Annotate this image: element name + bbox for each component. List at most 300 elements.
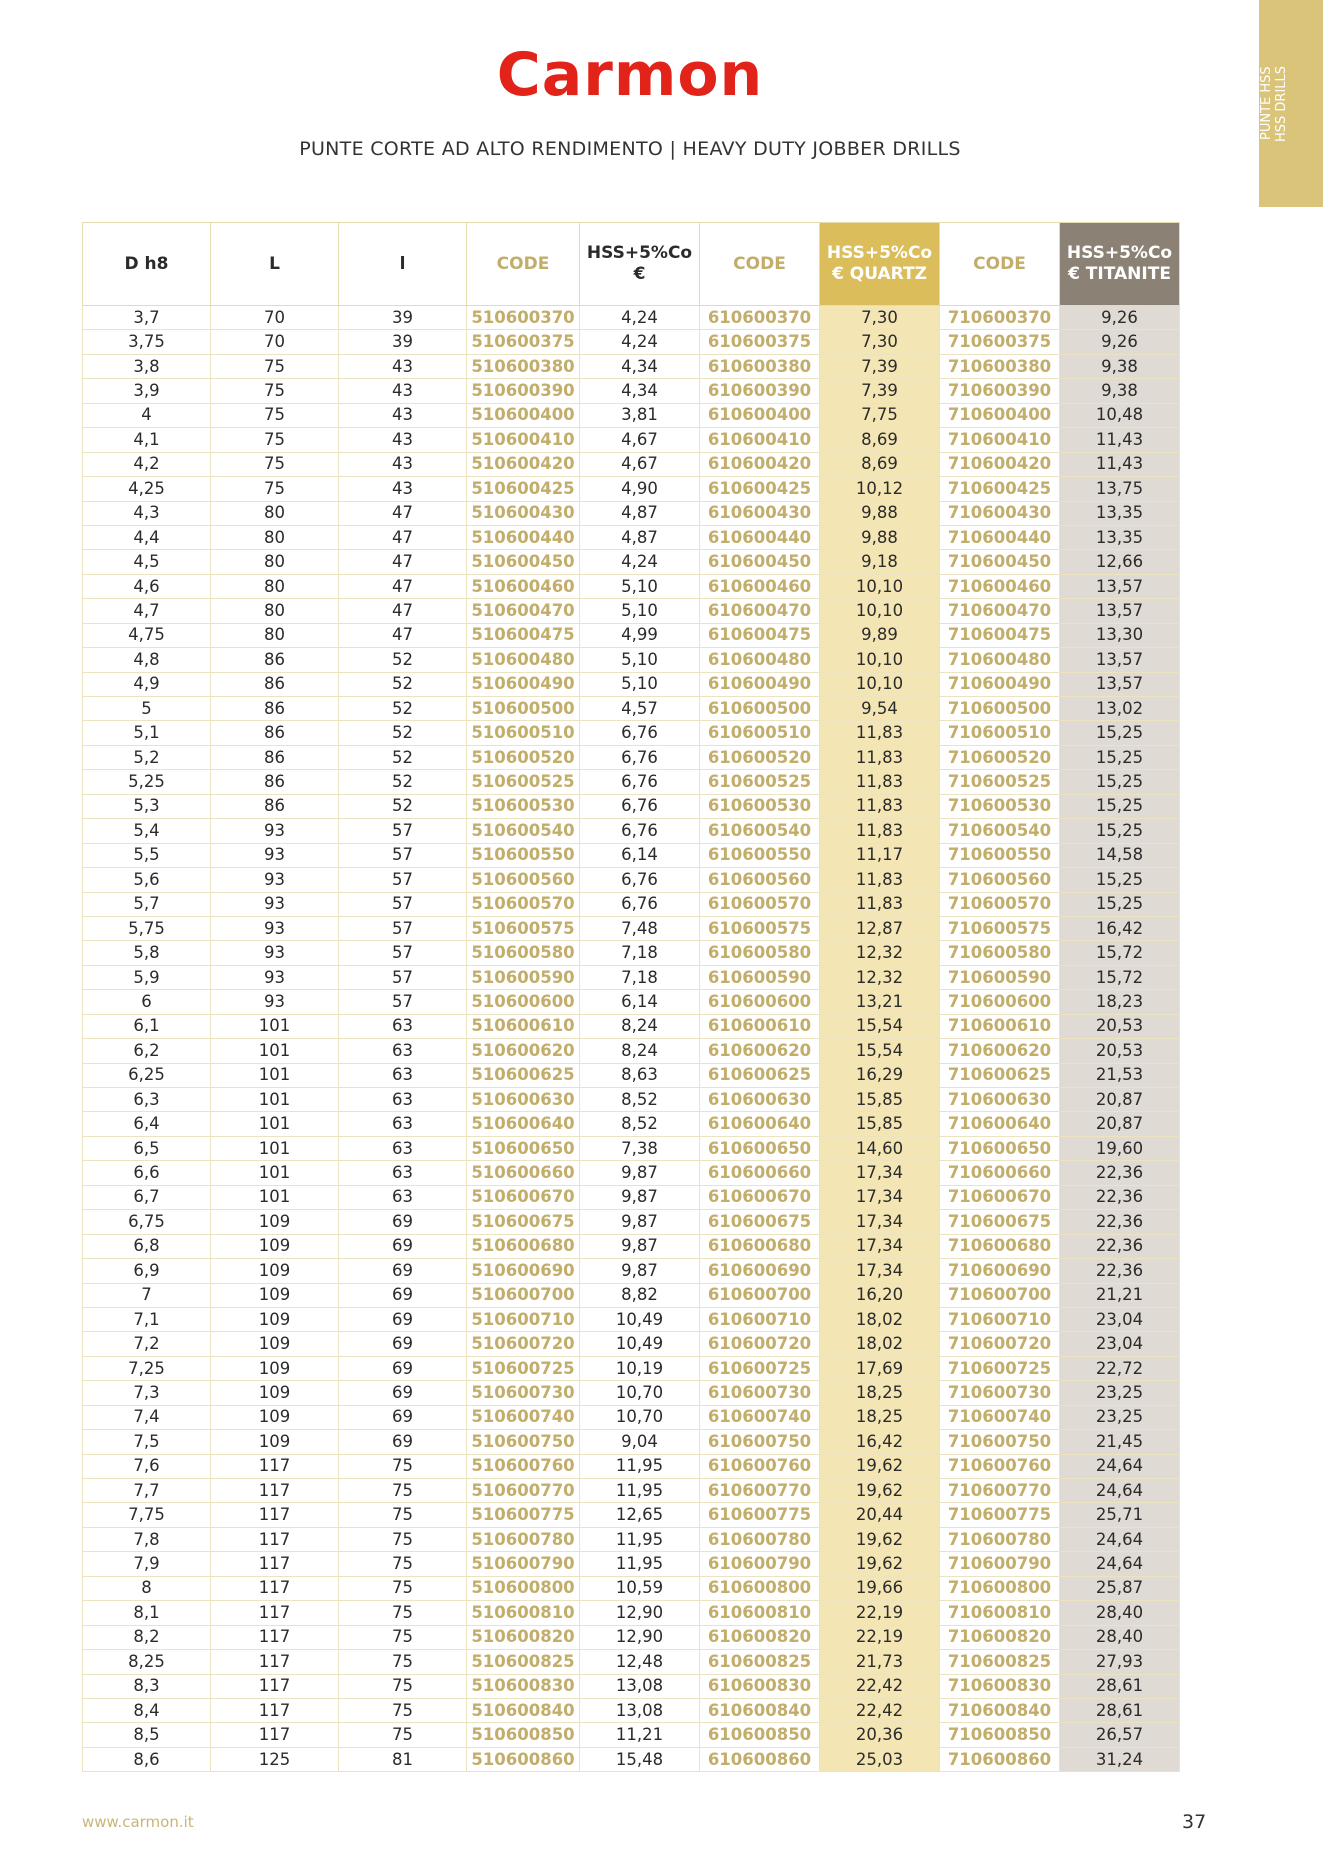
cell-total-length: 86	[211, 745, 339, 769]
cell-price-quartz: 10,10	[820, 574, 940, 598]
cell-price-hss: 4,90	[580, 477, 700, 501]
cell-price-titanite: 20,53	[1060, 1014, 1180, 1038]
cell-diameter: 6,8	[83, 1234, 211, 1258]
cell-price-hss: 5,10	[580, 599, 700, 623]
cell-total-length: 117	[211, 1454, 339, 1478]
cell-total-length: 101	[211, 1136, 339, 1160]
cell-diameter: 6,25	[83, 1063, 211, 1087]
cell-price-titanite: 13,02	[1060, 697, 1180, 721]
cell-code-quartz: 610600775	[700, 1503, 820, 1527]
cell-flute-length: 69	[339, 1332, 467, 1356]
cell-price-titanite: 22,36	[1060, 1210, 1180, 1234]
table-row	[83, 1601, 1180, 1625]
drill-price-table-container	[82, 222, 1179, 1772]
cell-price-hss: 3,81	[580, 403, 700, 427]
cell-price-quartz: 17,34	[820, 1234, 940, 1258]
cell-total-length: 75	[211, 354, 339, 378]
cell-total-length: 117	[211, 1479, 339, 1503]
table-row	[83, 648, 1180, 672]
cell-flute-length: 47	[339, 599, 467, 623]
cell-code-hss: 510600775	[467, 1503, 580, 1527]
cell-total-length: 93	[211, 916, 339, 940]
cell-code-hss: 510600860	[467, 1747, 580, 1771]
cell-price-hss: 11,95	[580, 1552, 700, 1576]
cell-code-quartz: 610600460	[700, 574, 820, 598]
cell-price-titanite: 22,36	[1060, 1259, 1180, 1283]
cell-code-hss: 510600650	[467, 1136, 580, 1160]
cell-code-titanite: 710600475	[940, 623, 1060, 647]
table-row	[83, 1698, 1180, 1722]
cell-code-titanite: 710600650	[940, 1136, 1060, 1160]
cell-code-quartz: 610600750	[700, 1430, 820, 1454]
table-row	[83, 1747, 1180, 1771]
cell-code-titanite: 710600400	[940, 403, 1060, 427]
cell-flute-length: 63	[339, 1185, 467, 1209]
cell-code-quartz: 610600440	[700, 525, 820, 549]
cell-price-quartz: 7,39	[820, 379, 940, 403]
cell-price-hss: 10,49	[580, 1332, 700, 1356]
cell-code-titanite: 710600570	[940, 892, 1060, 916]
cell-code-hss: 510600500	[467, 697, 580, 721]
cell-price-hss: 9,04	[580, 1430, 700, 1454]
cell-total-length: 80	[211, 525, 339, 549]
drill-price-table	[82, 222, 1180, 1772]
cell-total-length: 93	[211, 868, 339, 892]
cell-price-quartz: 9,54	[820, 697, 940, 721]
cell-diameter: 3,7	[83, 306, 211, 330]
cell-code-quartz: 610600830	[700, 1674, 820, 1698]
cell-price-hss: 7,38	[580, 1136, 700, 1160]
cell-code-titanite: 710600580	[940, 941, 1060, 965]
table-row	[83, 1307, 1180, 1331]
cell-code-titanite: 710600380	[940, 354, 1060, 378]
cell-diameter: 5,6	[83, 868, 211, 892]
table-row	[83, 1527, 1180, 1551]
cell-code-hss: 510600640	[467, 1112, 580, 1136]
cell-diameter: 5,25	[83, 770, 211, 794]
table-row	[83, 941, 1180, 965]
cell-flute-length: 75	[339, 1454, 467, 1478]
cell-code-quartz: 610600710	[700, 1307, 820, 1331]
cell-code-quartz: 610600525	[700, 770, 820, 794]
cell-price-titanite: 13,57	[1060, 648, 1180, 672]
cell-diameter: 4,5	[83, 550, 211, 574]
table-row	[83, 452, 1180, 476]
cell-code-titanite: 710600375	[940, 330, 1060, 354]
cell-flute-length: 69	[339, 1405, 467, 1429]
cell-flute-length: 52	[339, 721, 467, 745]
cell-code-hss: 510600625	[467, 1063, 580, 1087]
cell-code-quartz: 610600590	[700, 965, 820, 989]
cell-code-titanite: 710600540	[940, 819, 1060, 843]
cell-price-hss: 8,52	[580, 1088, 700, 1112]
cell-flute-length: 75	[339, 1698, 467, 1722]
table-row	[83, 403, 1180, 427]
cell-code-titanite: 710600390	[940, 379, 1060, 403]
cell-price-hss: 11,21	[580, 1723, 700, 1747]
cell-price-hss: 13,08	[580, 1698, 700, 1722]
cell-price-titanite: 22,72	[1060, 1356, 1180, 1380]
table-row	[83, 1430, 1180, 1454]
cell-diameter: 4,4	[83, 525, 211, 549]
cell-price-quartz: 7,75	[820, 403, 940, 427]
cell-price-quartz: 15,85	[820, 1088, 940, 1112]
cell-price-titanite: 21,21	[1060, 1283, 1180, 1307]
cell-price-quartz: 10,10	[820, 672, 940, 696]
brand-logo: Carmon	[496, 40, 764, 110]
cell-diameter: 8,25	[83, 1650, 211, 1674]
cell-code-titanite: 710600420	[940, 452, 1060, 476]
cell-price-titanite: 28,61	[1060, 1698, 1180, 1722]
cell-diameter: 7,9	[83, 1552, 211, 1576]
cell-total-length: 109	[211, 1259, 339, 1283]
cell-code-quartz: 610600450	[700, 550, 820, 574]
cell-price-hss: 4,34	[580, 354, 700, 378]
cell-price-hss: 4,99	[580, 623, 700, 647]
cell-price-hss: 6,76	[580, 745, 700, 769]
cell-price-quartz: 14,60	[820, 1136, 940, 1160]
cell-code-titanite: 710600710	[940, 1307, 1060, 1331]
table-row	[83, 428, 1180, 452]
cell-price-hss: 4,87	[580, 501, 700, 525]
table-row	[83, 868, 1180, 892]
cell-code-hss: 510600475	[467, 623, 580, 647]
cell-code-hss: 510600530	[467, 794, 580, 818]
cell-code-titanite: 710600490	[940, 672, 1060, 696]
cell-code-quartz: 610600570	[700, 892, 820, 916]
cell-code-quartz: 610600680	[700, 1234, 820, 1258]
cell-code-quartz: 610600580	[700, 941, 820, 965]
cell-total-length: 101	[211, 1161, 339, 1185]
header-flute-length: l	[339, 223, 467, 306]
cell-code-quartz: 610600690	[700, 1259, 820, 1283]
cell-price-quartz: 19,62	[820, 1527, 940, 1551]
cell-code-hss: 510600570	[467, 892, 580, 916]
cell-price-quartz: 12,32	[820, 941, 940, 965]
cell-price-quartz: 18,25	[820, 1381, 940, 1405]
cell-diameter: 4,7	[83, 599, 211, 623]
cell-price-titanite: 23,25	[1060, 1405, 1180, 1429]
table-row	[83, 672, 1180, 696]
cell-flute-length: 57	[339, 892, 467, 916]
cell-code-titanite: 710600500	[940, 697, 1060, 721]
cell-code-titanite: 710600775	[940, 1503, 1060, 1527]
cell-price-titanite: 14,58	[1060, 843, 1180, 867]
cell-flute-length: 52	[339, 672, 467, 696]
cell-price-titanite: 13,35	[1060, 501, 1180, 525]
cell-code-quartz: 610600540	[700, 819, 820, 843]
cell-price-titanite: 19,60	[1060, 1136, 1180, 1160]
cell-diameter: 6,4	[83, 1112, 211, 1136]
cell-code-titanite: 710600550	[940, 843, 1060, 867]
cell-flute-length: 57	[339, 916, 467, 940]
footer-website-link[interactable]: www.carmon.it	[82, 1813, 194, 1831]
cell-flute-length: 75	[339, 1723, 467, 1747]
cell-flute-length: 47	[339, 574, 467, 598]
cell-flute-length: 69	[339, 1283, 467, 1307]
cell-code-quartz: 610600480	[700, 648, 820, 672]
cell-price-hss: 5,10	[580, 672, 700, 696]
cell-price-hss: 6,76	[580, 794, 700, 818]
cell-flute-length: 43	[339, 403, 467, 427]
table-row	[83, 1552, 1180, 1576]
table-row	[83, 1088, 1180, 1112]
cell-code-quartz: 610600475	[700, 623, 820, 647]
cell-code-hss: 510600720	[467, 1332, 580, 1356]
cell-code-titanite: 710600825	[940, 1650, 1060, 1674]
cell-price-titanite: 20,87	[1060, 1112, 1180, 1136]
cell-price-quartz: 17,34	[820, 1210, 940, 1234]
cell-total-length: 93	[211, 941, 339, 965]
cell-code-hss: 510600740	[467, 1405, 580, 1429]
cell-price-quartz: 22,19	[820, 1601, 940, 1625]
cell-total-length: 101	[211, 1112, 339, 1136]
cell-diameter: 6,7	[83, 1185, 211, 1209]
table-row	[83, 819, 1180, 843]
cell-price-quartz: 17,34	[820, 1259, 940, 1283]
side-tab-line-2: HSS DRILLS	[1274, 65, 1289, 142]
cell-code-titanite: 710600790	[940, 1552, 1060, 1576]
cell-code-quartz: 610600470	[700, 599, 820, 623]
cell-total-length: 117	[211, 1601, 339, 1625]
cell-price-hss: 8,82	[580, 1283, 700, 1307]
cell-total-length: 80	[211, 623, 339, 647]
cell-code-titanite: 710600770	[940, 1479, 1060, 1503]
cell-code-quartz: 610600840	[700, 1698, 820, 1722]
cell-total-length: 86	[211, 770, 339, 794]
cell-flute-length: 69	[339, 1234, 467, 1258]
cell-code-hss: 510600750	[467, 1430, 580, 1454]
cell-total-length: 117	[211, 1552, 339, 1576]
cell-price-quartz: 9,18	[820, 550, 940, 574]
cell-total-length: 117	[211, 1625, 339, 1649]
cell-code-hss: 510600375	[467, 330, 580, 354]
table-row	[83, 1454, 1180, 1478]
cell-code-titanite: 710600720	[940, 1332, 1060, 1356]
cell-flute-length: 57	[339, 990, 467, 1014]
cell-code-hss: 510600550	[467, 843, 580, 867]
table-row	[83, 1625, 1180, 1649]
cell-flute-length: 63	[339, 1088, 467, 1112]
cell-flute-length: 47	[339, 501, 467, 525]
cell-diameter: 6,3	[83, 1088, 211, 1112]
cell-total-length: 93	[211, 965, 339, 989]
cell-price-quartz: 17,69	[820, 1356, 940, 1380]
cell-code-titanite: 710600800	[940, 1576, 1060, 1600]
table-row	[83, 916, 1180, 940]
cell-code-titanite: 710600590	[940, 965, 1060, 989]
cell-code-quartz: 610600520	[700, 745, 820, 769]
table-row	[83, 1063, 1180, 1087]
cell-diameter: 8,5	[83, 1723, 211, 1747]
table-row	[83, 379, 1180, 403]
cell-code-titanite: 710600425	[940, 477, 1060, 501]
cell-code-hss: 510600490	[467, 672, 580, 696]
cell-flute-length: 43	[339, 452, 467, 476]
cell-price-hss: 9,87	[580, 1210, 700, 1234]
cell-price-hss: 10,19	[580, 1356, 700, 1380]
cell-code-titanite: 710600840	[940, 1698, 1060, 1722]
cell-price-titanite: 15,25	[1060, 819, 1180, 843]
table-row	[83, 599, 1180, 623]
cell-price-hss: 7,18	[580, 965, 700, 989]
cell-price-quartz: 11,83	[820, 721, 940, 745]
cell-price-titanite: 23,25	[1060, 1381, 1180, 1405]
cell-flute-length: 69	[339, 1210, 467, 1234]
table-row	[83, 794, 1180, 818]
cell-code-titanite: 710600470	[940, 599, 1060, 623]
cell-flute-length: 69	[339, 1356, 467, 1380]
cell-code-quartz: 610600500	[700, 697, 820, 721]
cell-price-titanite: 13,57	[1060, 574, 1180, 598]
cell-price-titanite: 15,25	[1060, 868, 1180, 892]
cell-price-quartz: 16,42	[820, 1430, 940, 1454]
cell-price-hss: 6,14	[580, 843, 700, 867]
cell-flute-length: 43	[339, 428, 467, 452]
cell-total-length: 117	[211, 1503, 339, 1527]
cell-code-titanite: 710600640	[940, 1112, 1060, 1136]
cell-price-titanite: 24,64	[1060, 1527, 1180, 1551]
cell-flute-length: 57	[339, 941, 467, 965]
cell-diameter: 5,5	[83, 843, 211, 867]
cell-price-titanite: 15,25	[1060, 794, 1180, 818]
cell-diameter: 8	[83, 1576, 211, 1600]
cell-price-quartz: 8,69	[820, 428, 940, 452]
cell-total-length: 109	[211, 1283, 339, 1307]
cell-code-hss: 510600390	[467, 379, 580, 403]
cell-code-quartz: 610600625	[700, 1063, 820, 1087]
cell-code-hss: 510600480	[467, 648, 580, 672]
cell-code-titanite: 710600440	[940, 525, 1060, 549]
cell-total-length: 93	[211, 892, 339, 916]
cell-price-quartz: 18,25	[820, 1405, 940, 1429]
table-row	[83, 1259, 1180, 1283]
cell-code-hss: 510600710	[467, 1307, 580, 1331]
cell-flute-length: 75	[339, 1601, 467, 1625]
cell-total-length: 75	[211, 379, 339, 403]
cell-code-hss: 510600470	[467, 599, 580, 623]
cell-price-quartz: 15,54	[820, 1039, 940, 1063]
cell-price-quartz: 16,29	[820, 1063, 940, 1087]
cell-code-hss: 510600540	[467, 819, 580, 843]
cell-price-hss: 12,65	[580, 1503, 700, 1527]
cell-price-hss: 4,57	[580, 697, 700, 721]
table-row	[83, 1136, 1180, 1160]
table-row	[83, 477, 1180, 501]
cell-price-titanite: 31,24	[1060, 1747, 1180, 1771]
table-row	[83, 1234, 1180, 1258]
cell-price-quartz: 7,30	[820, 330, 940, 354]
cell-code-titanite: 710600700	[940, 1283, 1060, 1307]
cell-flute-length: 57	[339, 868, 467, 892]
cell-code-quartz: 610600575	[700, 916, 820, 940]
cell-diameter: 5,7	[83, 892, 211, 916]
cell-price-hss: 6,76	[580, 770, 700, 794]
cell-price-quartz: 11,83	[820, 892, 940, 916]
cell-flute-length: 75	[339, 1650, 467, 1674]
table-row	[83, 1405, 1180, 1429]
cell-code-hss: 510600810	[467, 1601, 580, 1625]
cell-price-quartz: 11,83	[820, 745, 940, 769]
cell-code-hss: 510600670	[467, 1185, 580, 1209]
cell-price-titanite: 12,66	[1060, 550, 1180, 574]
cell-price-titanite: 25,87	[1060, 1576, 1180, 1600]
cell-price-quartz: 19,62	[820, 1454, 940, 1478]
cell-flute-length: 63	[339, 1014, 467, 1038]
cell-code-titanite: 710600560	[940, 868, 1060, 892]
page-subtitle: PUNTE CORTE AD ALTO RENDIMENTO | HEAVY DUTY JOBBER DRILLS	[299, 138, 961, 160]
cell-price-hss: 6,14	[580, 990, 700, 1014]
cell-diameter: 8,3	[83, 1674, 211, 1698]
cell-diameter: 6,5	[83, 1136, 211, 1160]
cell-price-hss: 8,24	[580, 1014, 700, 1038]
cell-price-titanite: 13,75	[1060, 477, 1180, 501]
cell-diameter: 5,75	[83, 916, 211, 940]
cell-price-quartz: 22,19	[820, 1625, 940, 1649]
cell-price-hss: 13,08	[580, 1674, 700, 1698]
table-row	[83, 623, 1180, 647]
cell-price-titanite: 28,40	[1060, 1601, 1180, 1625]
cell-code-titanite: 710600820	[940, 1625, 1060, 1649]
cell-total-length: 109	[211, 1381, 339, 1405]
cell-diameter: 6,2	[83, 1039, 211, 1063]
cell-code-quartz: 610600740	[700, 1405, 820, 1429]
table-row	[83, 1210, 1180, 1234]
cell-code-quartz: 610600630	[700, 1088, 820, 1112]
cell-code-quartz: 610600610	[700, 1014, 820, 1038]
cell-code-hss: 510600370	[467, 306, 580, 330]
table-row	[83, 1185, 1180, 1209]
table-row	[83, 1723, 1180, 1747]
cell-price-quartz: 15,54	[820, 1014, 940, 1038]
cell-total-length: 125	[211, 1747, 339, 1771]
cell-code-hss: 510600730	[467, 1381, 580, 1405]
cell-price-quartz: 11,17	[820, 843, 940, 867]
cell-code-quartz: 610600620	[700, 1039, 820, 1063]
cell-code-hss: 510600450	[467, 550, 580, 574]
cell-diameter: 7	[83, 1283, 211, 1307]
cell-code-quartz: 610600720	[700, 1332, 820, 1356]
cell-total-length: 117	[211, 1698, 339, 1722]
cell-price-hss: 4,87	[580, 525, 700, 549]
cell-flute-length: 57	[339, 965, 467, 989]
cell-code-quartz: 610600800	[700, 1576, 820, 1600]
cell-total-length: 117	[211, 1576, 339, 1600]
cell-code-quartz: 610600725	[700, 1356, 820, 1380]
cell-code-quartz: 610600490	[700, 672, 820, 696]
cell-code-quartz: 610600510	[700, 721, 820, 745]
cell-code-hss: 510600430	[467, 501, 580, 525]
cell-code-quartz: 610600760	[700, 1454, 820, 1478]
cell-code-hss: 510600820	[467, 1625, 580, 1649]
cell-code-titanite: 710600810	[940, 1601, 1060, 1625]
table-row	[83, 1381, 1180, 1405]
cell-code-titanite: 710600750	[940, 1430, 1060, 1454]
cell-diameter: 5,9	[83, 965, 211, 989]
cell-code-quartz: 610600370	[700, 306, 820, 330]
cell-price-quartz: 17,34	[820, 1185, 940, 1209]
cell-code-titanite: 710600525	[940, 770, 1060, 794]
cell-code-hss: 510600420	[467, 452, 580, 476]
header-diameter: D h8	[83, 223, 211, 306]
header-code-hss: CODE	[467, 223, 580, 306]
cell-diameter: 4,75	[83, 623, 211, 647]
cell-price-titanite: 28,40	[1060, 1625, 1180, 1649]
cell-diameter: 7,7	[83, 1479, 211, 1503]
cell-price-quartz: 12,87	[820, 916, 940, 940]
cell-code-hss: 510600770	[467, 1479, 580, 1503]
page-number: 37	[1182, 1811, 1207, 1833]
